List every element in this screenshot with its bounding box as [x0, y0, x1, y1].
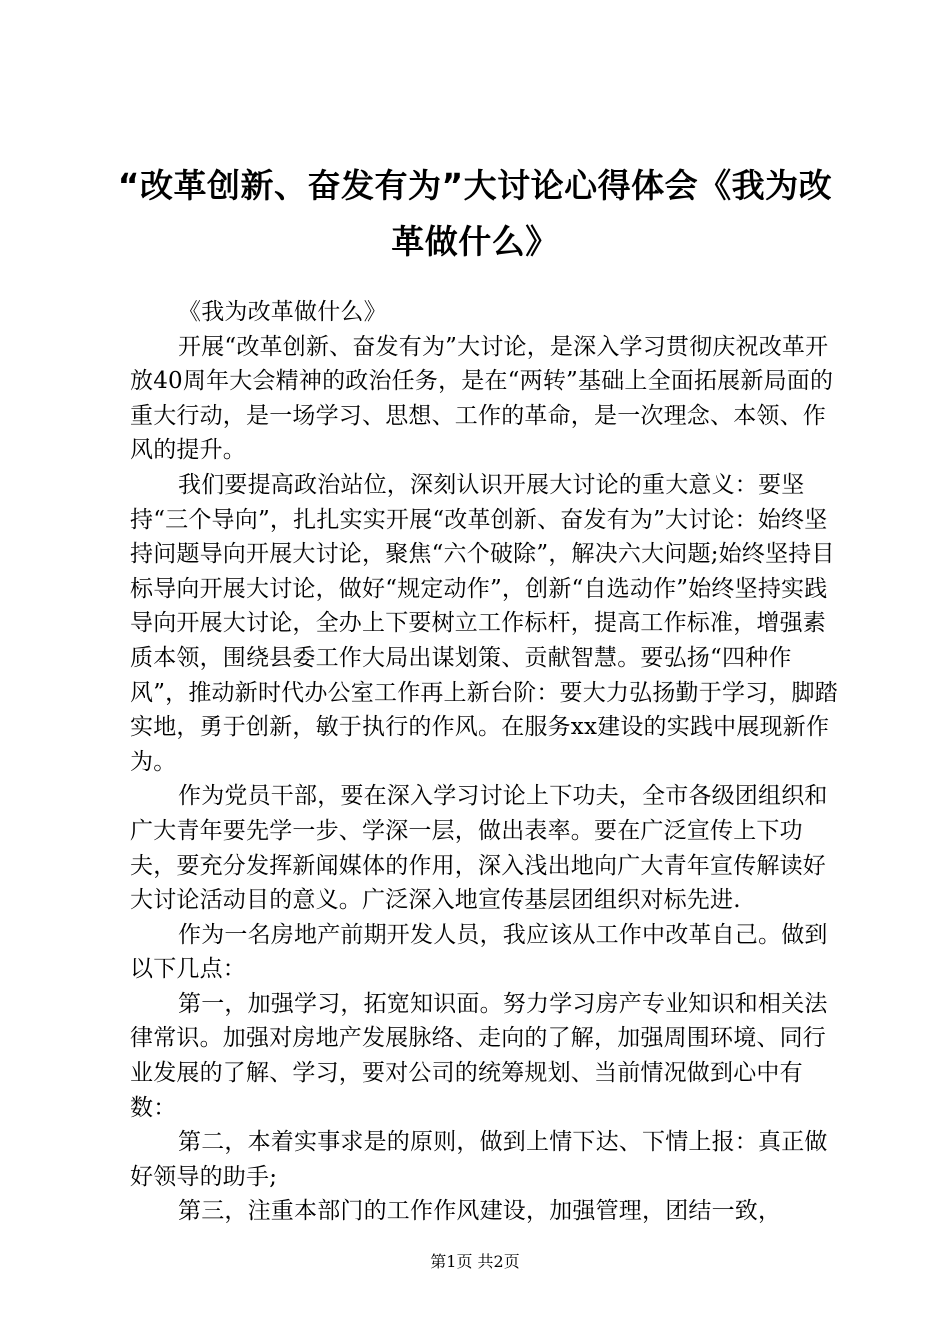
document-body — [130, 295, 842, 1229]
paragraph: 作为一名房地产前期开发人员，我应该从工作中改革自己。做到以下几点： — [130, 921, 828, 983]
paragraph: 第二，本着实事求是的原则，做到上情下达、下情上报：真正做好领导的助手; — [130, 1129, 828, 1190]
paragraph: 开展“改革创新、奋发有为”大讨论，是深入学习贯彻庆祝改革开放40周年大会精神的政治任务，是在“两转”基础上全面拓展新局面的重大行动，是一场学习、思想、工作的革命，是一次理念、本领、作风的提升。 — [130, 333, 834, 464]
paragraph: 第一，加强学习，拓宽知识面。努力学习房产专业知识和相关法律常识。加强对房地产发展脉络、走向的了解，加强周围环境、同行业发展的了解、学习，要对公司的统筹规划、当前情况做到心中有数： — [130, 990, 828, 1121]
paragraph: 我们要提高政治站位，深刻认识开展大讨论的重大意义：要坚持“三个导向”，扎扎实实开展“改革创新、奋发有为”大讨论：始终坚持问题导向开展大讨论，聚焦“六个破除”，解决六大问题;始终坚持目标导向开展大讨论，做好“规定动作”，创新“自选动作”始终坚持实践导向开展大讨论，全办上下要树立工作标杆，提高工作标准，增强素质本领，围绕县委工作大局出谋划策、贡献智慧。要弘扬“四种作风”，推动新时代办公室工作再上新台阶：要大力弘扬勤于学习，脚踏实地，勇于创新，敏于执行的作风。在服务xx建设的实践中展现新作为。 — [130, 471, 838, 775]
paragraph-subtitle: 《我为改革做什么》 — [178, 299, 387, 325]
paragraph: 作为党员干部，要在深入学习讨论上下功夫，全市各级团组织和广大青年要先学一步、学深一层，做出表率。要在广泛宣传上下功夫，要充分发挥新闻媒体的作用，深入浅出地向广大青年宣传解读好大讨论活动目的意义。广泛深入地宣传基层团组织对标先进. — [130, 783, 828, 914]
paragraph: 第三，注重本部门的工作作风建设，加强管理，团结一致， — [178, 1198, 782, 1225]
page-number-footer: 第1页 共2页 — [430, 1252, 520, 1271]
document-title: “改革创新、奋发有为”大讨论心得体会《我为改革做什么》 — [117, 166, 833, 261]
